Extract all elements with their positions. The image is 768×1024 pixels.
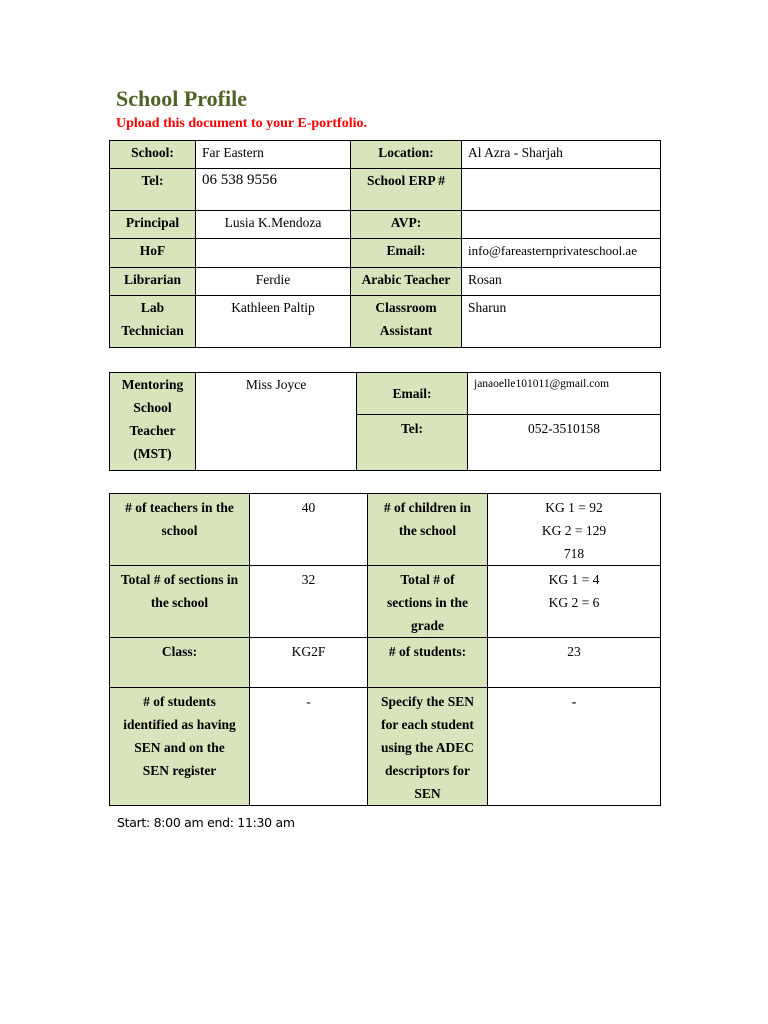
children-label-line-1: # of children in	[383, 500, 472, 515]
avp-label: AVP:	[351, 211, 462, 239]
sections-count-value[interactable]: 32	[250, 566, 368, 638]
erp-value[interactable]	[462, 169, 661, 211]
teachers-count-label	[110, 494, 250, 566]
mst-label-line: Mentoring	[121, 377, 184, 392]
mentor-table	[109, 372, 661, 471]
lab-label-line-1: Lab	[140, 300, 165, 315]
principal-value[interactable]: Lusia K.Mendoza	[196, 211, 351, 239]
classroom-assistant-label	[351, 296, 462, 348]
email-label: Email:	[351, 239, 462, 268]
arabic-teacher-label: Arabic Teacher	[351, 268, 462, 296]
children-count-label	[368, 494, 488, 566]
sen-specify-label	[368, 688, 488, 806]
grade-sections-value[interactable]	[488, 566, 661, 638]
sen-spec-line: using the ADEC	[380, 740, 475, 755]
sen-label-line: SEN register	[142, 763, 217, 778]
school-stats-table	[109, 493, 661, 806]
class-value[interactable]: KG2F	[250, 638, 368, 688]
grade-sections-line: sections in the	[387, 595, 468, 610]
session-times: Start: 8:00 am end: 11:30 am	[117, 815, 295, 830]
grade-sections-line: Total # of	[400, 572, 455, 587]
sen-label-line: # of students	[143, 694, 216, 709]
teachers-count-value[interactable]: 40	[250, 494, 368, 566]
mst-label	[110, 373, 196, 471]
hof-value[interactable]	[196, 239, 351, 268]
mst-name[interactable]: Miss Joyce	[196, 373, 357, 471]
children-kg2: KG 2 = 129	[541, 523, 607, 538]
location-value[interactable]: Al Azra - Sharjah	[462, 141, 661, 169]
sen-spec-line: descriptors for	[384, 763, 471, 778]
librarian-label: Librarian	[110, 268, 196, 296]
students-count-label: # of students:	[368, 638, 488, 688]
students-count-value[interactable]: 23	[488, 638, 661, 688]
sen-label-line: identified as having	[123, 717, 236, 732]
grade-sections-label	[368, 566, 488, 638]
teachers-label-line-2: school	[161, 523, 198, 538]
assistant-label-line-2: Assistant	[379, 323, 433, 338]
email-value[interactable]: info@fareasternprivateschool.ae	[462, 239, 661, 268]
principal-label: Principal	[110, 211, 196, 239]
assistant-label-line-1: Classroom	[375, 300, 437, 315]
mst-tel-value[interactable]: 052-3510158	[468, 415, 661, 471]
mst-email-label: Email:	[357, 373, 468, 415]
sen-specify-value[interactable]: -	[488, 688, 661, 806]
children-total: 718	[563, 546, 585, 561]
mst-tel-label: Tel:	[357, 415, 468, 471]
mst-label-line: (MST)	[133, 446, 172, 461]
sen-spec-line: for each student	[381, 717, 474, 732]
grade-sections-line: grade	[411, 618, 444, 633]
tel-value[interactable]: 06 538 9556	[196, 169, 351, 211]
avp-value[interactable]	[462, 211, 661, 239]
lab-label-line-2: Technician	[121, 323, 184, 338]
tel-label: Tel:	[110, 169, 196, 211]
librarian-value[interactable]: Ferdie	[196, 268, 351, 296]
mst-label-line: School	[133, 400, 172, 415]
school-value[interactable]: Far Eastern	[196, 141, 351, 169]
sen-label-line: SEN and on the	[134, 740, 225, 755]
arabic-teacher-value[interactable]: Rosan	[462, 268, 661, 296]
erp-label: School ERP #	[351, 169, 462, 211]
sections-count-label	[110, 566, 250, 638]
classroom-assistant-value[interactable]: Sharun	[462, 296, 661, 348]
page-title: School Profile	[116, 86, 247, 111]
children-label-line-2: the school	[398, 523, 457, 538]
sen-spec-line: SEN	[414, 786, 441, 801]
hof-label: HoF	[110, 239, 196, 268]
class-label: Class:	[110, 638, 250, 688]
children-count-value[interactable]	[488, 494, 661, 566]
children-kg1: KG 1 = 92	[545, 500, 603, 515]
upload-instruction: Upload this document to your E-portfolio.	[116, 116, 367, 131]
school-label: School:	[110, 141, 196, 169]
grade-sections-kg1: KG 1 = 4	[548, 572, 600, 587]
sen-register-value[interactable]: -	[250, 688, 368, 806]
sen-spec-line: Specify the SEN	[380, 694, 474, 709]
school-info-table	[109, 140, 661, 348]
sen-register-label	[110, 688, 250, 806]
sections-label-line-1: Total # of sections in	[120, 572, 239, 587]
mst-email-value[interactable]: janaoelle101011@gmail.com	[468, 373, 661, 415]
sections-label-line-2: the school	[150, 595, 209, 610]
teachers-label-line-1: # of teachers in the	[125, 500, 234, 515]
location-label: Location:	[351, 141, 462, 169]
grade-sections-kg2: KG 2 = 6	[548, 595, 600, 610]
lab-technician-label	[110, 296, 196, 348]
lab-technician-value[interactable]: Kathleen Paltip	[196, 296, 351, 348]
mst-label-line: Teacher	[129, 423, 176, 438]
